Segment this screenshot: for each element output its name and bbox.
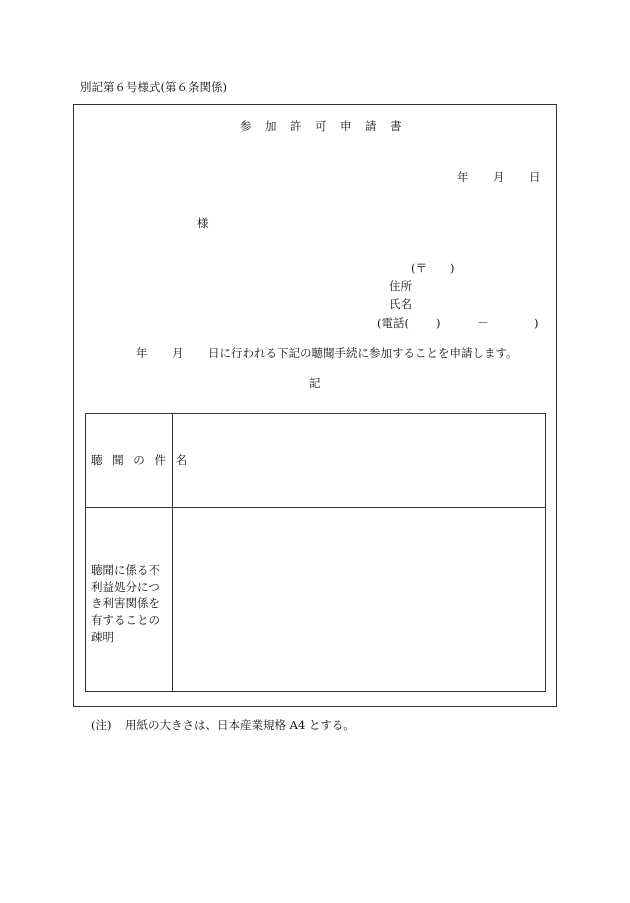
addressee-suffix: 様 <box>197 216 209 230</box>
date-day-label: 日 <box>529 170 541 184</box>
address-label: 住所 <box>389 279 412 293</box>
footnote-marker: (注) <box>91 718 112 732</box>
phone-dash: － <box>477 316 489 330</box>
name-label: 氏名 <box>389 297 412 311</box>
date-month-label: 月 <box>493 170 505 184</box>
form-reference: 別記第６号様式(第６条関係) <box>80 80 227 94</box>
statement-year-label: 年 <box>136 346 148 360</box>
date-year-label: 年 <box>457 170 469 184</box>
postal-code-label: (〒 ) <box>411 261 455 275</box>
phone-open-label: (電話( <box>377 316 409 330</box>
phone-mid-paren: ) <box>436 316 441 330</box>
hearing-title-label: 聴 聞 の 件 名 <box>91 453 191 467</box>
details-table <box>85 413 546 692</box>
phone-close-paren: ) <box>534 316 539 330</box>
statement-month-label: 月 <box>172 346 184 360</box>
footnote-text: 用紙の大きさは、日本産業規格 A4 とする。 <box>125 718 355 732</box>
interest-explanation-label: 聴聞に係る不利益処分につき利害関係を有することの疎明 <box>91 563 160 644</box>
ki-heading: 記 <box>309 376 321 390</box>
statement-text: 日に行われる下記の聴聞手続に参加することを申請します。 <box>208 346 518 360</box>
interest-explanation-field[interactable] <box>178 508 547 691</box>
form-title: 参 加 許 可 申 請 書 <box>240 119 403 133</box>
hearing-title-field[interactable] <box>178 414 547 507</box>
